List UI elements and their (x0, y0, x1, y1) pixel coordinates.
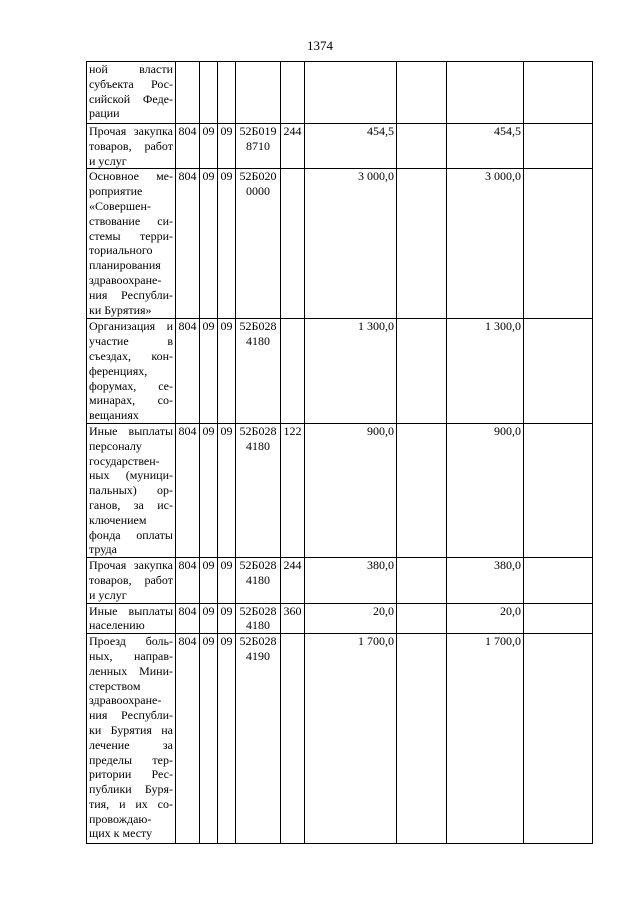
row-name-line: товаров, работ (89, 572, 173, 587)
amount-cell: 3 000,0 (305, 169, 397, 319)
table-body (87, 62, 593, 844)
table-row (87, 423, 593, 557)
empty-cell (397, 634, 447, 844)
row-name-line: и услуг (89, 587, 127, 602)
row-name-line: ториального (89, 243, 153, 258)
table-row (87, 62, 593, 124)
row-name-cell (87, 423, 176, 557)
subsection-code-cell: 09 (218, 319, 236, 424)
amount-total-cell: 900,0 (447, 423, 524, 557)
empty-cell (397, 423, 447, 557)
table-row (87, 124, 593, 169)
row-name-line: и услуг (89, 153, 127, 168)
empty-cell (524, 634, 593, 844)
row-name-line: Организация и (89, 319, 173, 334)
admin-code-cell: 804 (176, 169, 200, 319)
empty-cell (524, 319, 593, 424)
section-code-cell: 09 (200, 124, 218, 169)
section-code-cell: 09 (200, 558, 218, 603)
empty-cell (397, 558, 447, 603)
target-article-cell: 52Б028 4180 (236, 603, 281, 634)
row-name-cell (87, 634, 176, 844)
empty-cell (524, 603, 593, 634)
section-code-cell: 09 (200, 423, 218, 557)
row-name-line: рации (89, 106, 120, 121)
admin-code-cell: 804 (176, 634, 200, 844)
row-name-line: персоналу (89, 438, 142, 453)
row-name-line: вещаниях (89, 408, 139, 423)
row-name-line: фонда оплаты (89, 527, 173, 542)
table-row (87, 634, 593, 844)
amount-cell: 20,0 (305, 603, 397, 634)
row-name-line: ференциях, (89, 363, 148, 378)
subsection-code-cell (218, 62, 236, 124)
amount-cell: 1 300,0 (305, 319, 397, 424)
expense-type-cell (281, 319, 305, 424)
target-article-cell: 52Б020 0000 (236, 169, 281, 319)
empty-cell (397, 169, 447, 319)
row-name-line: роприятие (89, 184, 143, 199)
row-name-line: форумах, се- (89, 378, 173, 393)
amount-total-cell (447, 62, 524, 124)
row-name-cell (87, 124, 176, 169)
row-name-line: здравоохране- (89, 272, 162, 287)
row-name-line: сийской Феде- (89, 91, 173, 106)
section-code-cell: 09 (200, 603, 218, 634)
row-name-line: съездах, кон- (89, 348, 173, 363)
row-name-line: стемы терри- (89, 228, 173, 243)
row-name-line: ных (муници- (89, 468, 173, 483)
empty-cell (524, 124, 593, 169)
row-name-line: минарах, со- (89, 393, 173, 408)
row-name-cell (87, 558, 176, 603)
row-name-line: ной власти (89, 62, 173, 76)
row-name-line: «Совершен- (89, 198, 151, 213)
row-name-line: ки Бурятия на (89, 722, 173, 737)
amount-cell: 380,0 (305, 558, 397, 603)
amount-total-cell: 454,5 (447, 124, 524, 169)
row-name-line: здравоохране- (89, 693, 162, 708)
row-name-cell (87, 319, 176, 424)
row-name-line: государствен- (89, 453, 160, 468)
section-code-cell (200, 62, 218, 124)
empty-cell (524, 62, 593, 124)
table-row (87, 319, 593, 424)
row-name-line: субъекта Рос- (89, 76, 173, 91)
row-name-line: публики Буря- (89, 782, 173, 797)
row-name-line: провождаю- (89, 811, 152, 826)
section-code-cell: 09 (200, 169, 218, 319)
expense-type-cell (281, 634, 305, 844)
admin-code-cell: 804 (176, 558, 200, 603)
row-name-cell (87, 62, 176, 124)
empty-cell (397, 124, 447, 169)
row-name-line: Проезд боль- (89, 634, 173, 649)
row-name-line: товаров, работ (89, 138, 173, 153)
empty-cell (397, 62, 447, 124)
target-article-cell: 52Б028 4180 (236, 319, 281, 424)
row-name-line: Прочая закупка (89, 124, 173, 138)
amount-cell: 900,0 (305, 423, 397, 557)
section-code-cell: 09 (200, 319, 218, 424)
amount-total-cell: 380,0 (447, 558, 524, 603)
admin-code-cell: 804 (176, 603, 200, 634)
admin-code-cell: 804 (176, 124, 200, 169)
target-article-cell (236, 62, 281, 124)
expense-type-cell (281, 62, 305, 124)
expense-type-cell: 122 (281, 423, 305, 557)
row-name-line: ки Бурятия» (89, 302, 152, 317)
target-article-cell: 52Б019 8710 (236, 124, 281, 169)
amount-cell (305, 62, 397, 124)
row-name-line: ния Республи- (89, 708, 173, 723)
empty-cell (397, 603, 447, 634)
row-name-line: щих к месту (89, 826, 153, 841)
row-name-line: Прочая закупка (89, 558, 173, 573)
row-name-line: Иные выплаты (89, 423, 173, 438)
target-article-cell: 52Б028 4180 (236, 423, 281, 557)
row-name-line: пальных) ор- (89, 483, 173, 498)
admin-code-cell: 804 (176, 319, 200, 424)
table-row (87, 169, 593, 319)
expense-type-cell (281, 169, 305, 319)
row-name-cell (87, 603, 176, 634)
amount-cell: 454,5 (305, 124, 397, 169)
subsection-code-cell: 09 (218, 423, 236, 557)
expense-type-cell: 360 (281, 603, 305, 634)
subsection-code-cell: 09 (218, 603, 236, 634)
row-name-line: ствование си- (89, 213, 173, 228)
amount-total-cell: 1 700,0 (447, 634, 524, 844)
empty-cell (524, 423, 593, 557)
row-name-line: стерством (89, 678, 141, 693)
budget-table (86, 61, 593, 844)
row-name-line: ганов, за ис- (89, 497, 173, 512)
table-row (87, 603, 593, 634)
expense-type-cell: 244 (281, 558, 305, 603)
empty-cell (397, 319, 447, 424)
target-article-cell: 52Б028 4180 (236, 558, 281, 603)
row-name-line: ритории Рес- (89, 767, 173, 782)
row-name-line: лечение за (89, 737, 173, 752)
amount-total-cell: 3 000,0 (447, 169, 524, 319)
empty-cell (524, 169, 593, 319)
amount-total-cell: 1 300,0 (447, 319, 524, 424)
subsection-code-cell: 09 (218, 169, 236, 319)
subsection-code-cell: 09 (218, 634, 236, 844)
row-name-line: населению (89, 618, 145, 633)
row-name-line: участие в (89, 334, 173, 349)
expense-type-cell: 244 (281, 124, 305, 169)
admin-code-cell: 804 (176, 423, 200, 557)
row-name-line: Иные выплаты (89, 603, 173, 618)
subsection-code-cell: 09 (218, 558, 236, 603)
row-name-line: ключением (89, 512, 147, 527)
row-name-line: тия, и их со- (89, 796, 173, 811)
row-name-line: ных, направ- (89, 648, 173, 663)
row-name-line: планирования (89, 258, 161, 273)
row-name-cell (87, 169, 176, 319)
amount-total-cell: 20,0 (447, 603, 524, 634)
row-name-line: ния Республи- (89, 287, 173, 302)
amount-cell: 1 700,0 (305, 634, 397, 844)
row-name-line: труда (89, 542, 117, 557)
page-number: 1374 (307, 38, 333, 53)
row-name-line: ленных Мини- (89, 663, 173, 678)
target-article-cell: 52Б028 4190 (236, 634, 281, 844)
table-row (87, 558, 593, 603)
section-code-cell: 09 (200, 634, 218, 844)
row-name-line: пределы тер- (89, 752, 173, 767)
subsection-code-cell: 09 (218, 124, 236, 169)
admin-code-cell (176, 62, 200, 124)
empty-cell (524, 558, 593, 603)
row-name-line: Основное ме- (89, 169, 173, 184)
